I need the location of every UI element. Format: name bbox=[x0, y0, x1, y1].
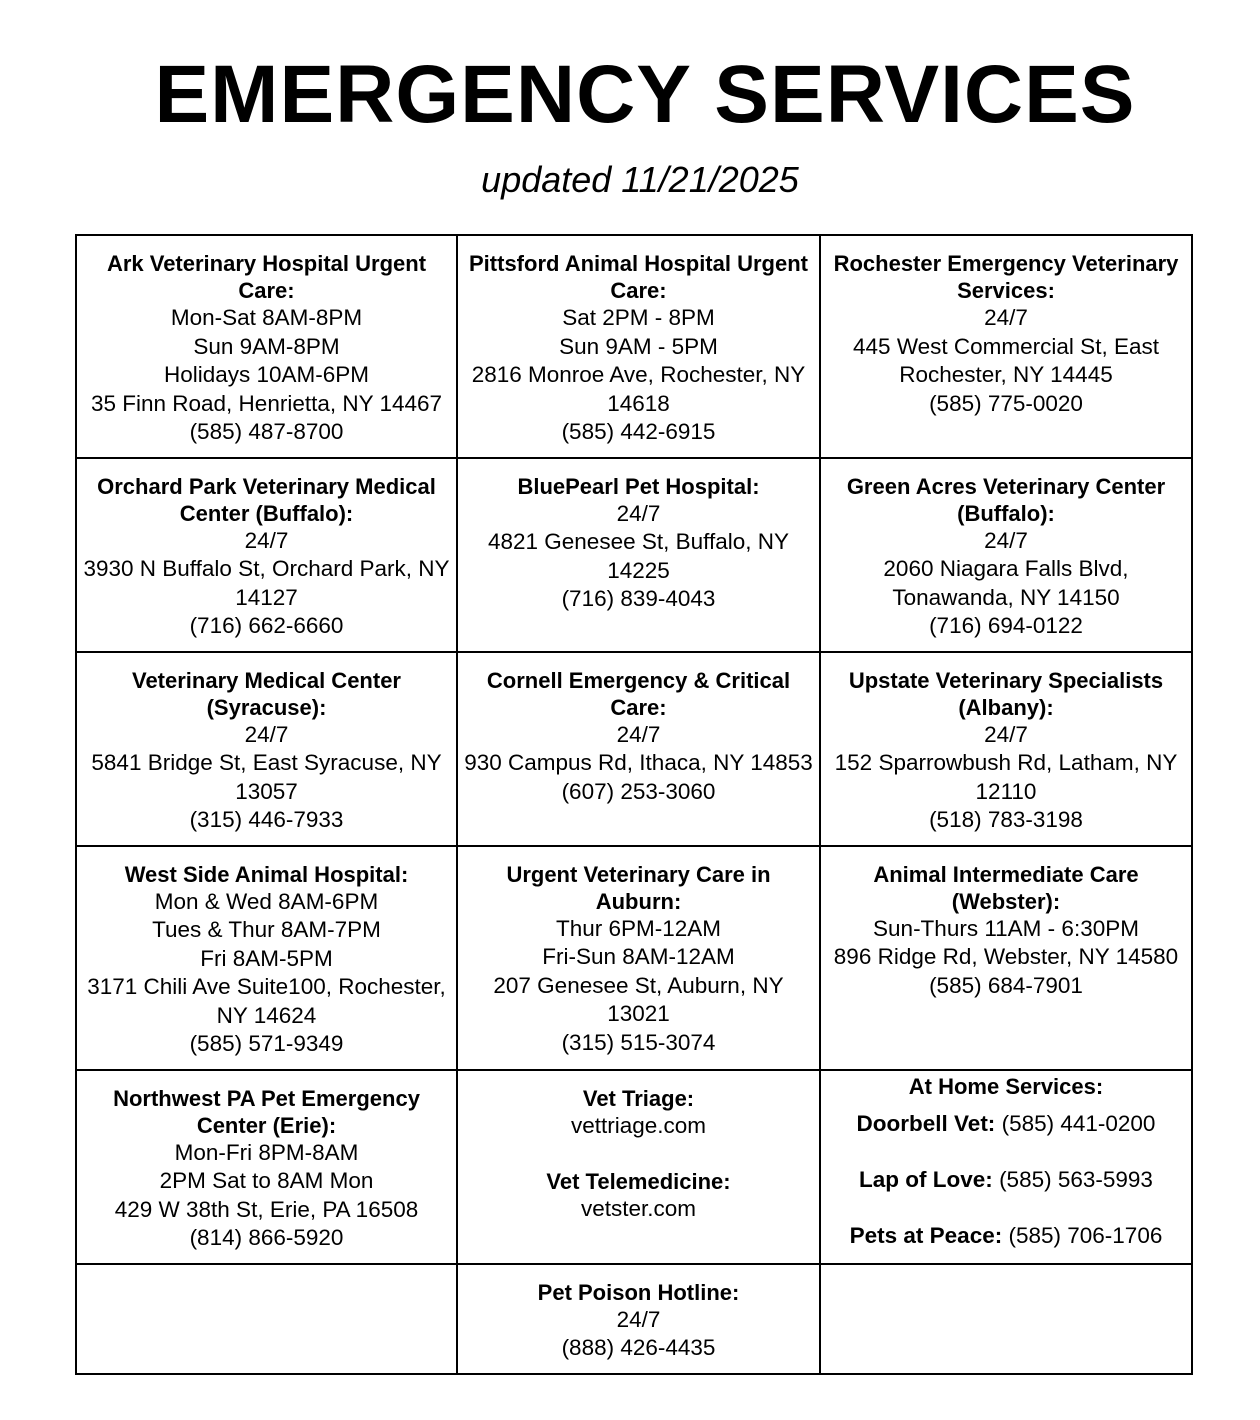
hours-line: Sun 9AM - 5PM bbox=[559, 333, 718, 359]
pets-at-peace-line bbox=[827, 1222, 1185, 1250]
hours-line: 24/7 bbox=[984, 721, 1028, 747]
hours-line: Sun 9AM-8PM bbox=[193, 333, 340, 359]
hours-line: 24/7 bbox=[616, 1306, 661, 1332]
address: 2816 Monroe Ave, Rochester, NY 14618 bbox=[471, 362, 806, 416]
at-home-services-cell bbox=[820, 1070, 1192, 1264]
page-title: EMERGENCY SERVICES bbox=[154, 49, 1136, 140]
orchard-park-cell bbox=[76, 458, 457, 652]
west-side-cell bbox=[76, 846, 457, 1070]
hours-line: Mon-Sat 8AM-8PM bbox=[170, 305, 363, 330]
lap-of-love-label: Lap of Love: bbox=[859, 1166, 993, 1192]
vet-triage-label: Vet Triage: bbox=[582, 1085, 695, 1111]
hours-line: Thur 6PM-12AM bbox=[555, 915, 722, 941]
table-row bbox=[76, 1070, 1192, 1264]
clinic-name: Upstate Veterinary Specialists (Albany): bbox=[848, 667, 1164, 720]
clinic-name: Veterinary Medical Center (Syracuse): bbox=[131, 667, 401, 720]
phone-number[interactable]: (585) 487-8700 bbox=[189, 419, 344, 444]
address: 35 Finn Road, Henrietta, NY 14467 bbox=[90, 390, 443, 416]
updated-date: updated 11/21/2025 bbox=[481, 159, 799, 200]
hours-line: Fri-Sun 8AM-12AM bbox=[542, 944, 735, 969]
hours-line: 24/7 bbox=[984, 305, 1028, 330]
phone-number[interactable]: (315) 446-7933 bbox=[189, 807, 344, 832]
pets-at-peace-phone[interactable]: (585) 706-1706 bbox=[1008, 1222, 1163, 1248]
phone-number[interactable]: (518) 783-3198 bbox=[929, 807, 1083, 832]
phone-number[interactable]: (585) 571-9349 bbox=[189, 1031, 344, 1056]
address: 4821 Genesee St, Buffalo, NY 14225 bbox=[487, 529, 790, 583]
hours-line: 24/7 bbox=[616, 500, 661, 526]
phone-number[interactable]: (585) 684-7901 bbox=[929, 972, 1083, 998]
clinic-name: Rochester Emergency Veterinary Services: bbox=[833, 251, 1179, 303]
address: 896 Ridge Rd, Webster, NY 14580 bbox=[833, 944, 1179, 969]
clinic-name: Ark Veterinary Hospital Urgent Care: bbox=[106, 251, 427, 303]
table-row bbox=[76, 235, 1192, 458]
address: 429 W 38th St, Erie, PA 16508 bbox=[114, 1196, 419, 1222]
doorbell-vet-phone[interactable]: (585) 441-0200 bbox=[1001, 1110, 1156, 1136]
address: 3171 Chili Ave Suite100, Rochester, NY 14624 bbox=[87, 974, 446, 1028]
address: 207 Genesee St, Auburn, NY 13021 bbox=[493, 972, 784, 1026]
empty-cell bbox=[76, 1264, 457, 1374]
clinic-name: Northwest PA Pet Emergency Center (Erie): bbox=[113, 1085, 420, 1138]
hours-line: Mon & Wed 8AM-6PM bbox=[154, 888, 379, 914]
clinic-name: Orchard Park Veterinary Medical Center (Buffalo): bbox=[97, 473, 436, 526]
vet-triage-link[interactable]: vettriage.com bbox=[570, 1112, 707, 1138]
hours-line: 24/7 bbox=[984, 527, 1028, 553]
vet-telemedicine-label: Vet Telemedicine: bbox=[546, 1169, 731, 1194]
ark-veterinary-cell bbox=[76, 235, 457, 458]
table-row bbox=[76, 458, 1192, 652]
lap-of-love-phone[interactable]: (585) 563-5993 bbox=[999, 1166, 1153, 1192]
hours-line: Fri 8AM-5PM bbox=[200, 945, 333, 971]
address: 930 Campus Rd, Ithaca, NY 14853 bbox=[464, 750, 813, 775]
hours-line: 24/7 bbox=[616, 721, 661, 747]
phone-number[interactable]: (585) 775-0020 bbox=[929, 390, 1083, 416]
vmc-syracuse-cell bbox=[76, 652, 457, 846]
hours-line: 24/7 bbox=[244, 527, 289, 553]
empty-cell bbox=[820, 1264, 1192, 1374]
address: 3930 N Buffalo St, Orchard Park, NY 14127 bbox=[83, 556, 450, 610]
bluepearl-cell bbox=[457, 458, 820, 652]
online-services-cell bbox=[457, 1070, 820, 1264]
phone-number[interactable]: (716) 662-6660 bbox=[189, 613, 344, 638]
address: 445 West Commercial St, East Rochester, NY 14445 bbox=[853, 333, 1159, 387]
phone-number[interactable]: (315) 515-3074 bbox=[561, 1029, 716, 1055]
emergency-services-table bbox=[75, 234, 1193, 1375]
phone-number[interactable]: (585) 442-6915 bbox=[561, 419, 716, 444]
clinic-name: Pittsford Animal Hospital Urgent Care: bbox=[469, 251, 808, 303]
spacer bbox=[464, 1140, 813, 1168]
clinic-name: BluePearl Pet Hospital: bbox=[517, 473, 760, 499]
address: 152 Sparrowbush Rd, Latham, NY 12110 bbox=[834, 750, 1178, 804]
rochester-emergency-cell bbox=[820, 235, 1192, 458]
green-acres-cell bbox=[820, 458, 1192, 652]
at-home-heading: At Home Services: bbox=[908, 1073, 1104, 1099]
clinic-name: Urgent Veterinary Care in Auburn: bbox=[506, 861, 771, 914]
hours-line: 2PM Sat to 8AM Mon bbox=[159, 1168, 374, 1193]
northwest-pa-cell bbox=[76, 1070, 457, 1264]
hours-line: Holidays 10AM-6PM bbox=[163, 362, 370, 387]
phone-number[interactable]: (716) 839-4043 bbox=[561, 586, 716, 611]
hours-line: Sun-Thurs 11AM - 6:30PM bbox=[873, 915, 1139, 941]
address: 2060 Niagara Falls Blvd, Tonawanda, NY 14150 bbox=[883, 556, 1129, 610]
vet-telemedicine-link[interactable]: vetster.com bbox=[580, 1196, 697, 1221]
clinic-name: Green Acres Veterinary Center (Buffalo): bbox=[846, 473, 1166, 526]
phone-number[interactable]: (607) 253-3060 bbox=[561, 778, 716, 804]
pittsford-animal-cell bbox=[457, 235, 820, 458]
phone-number[interactable]: (716) 694-0122 bbox=[929, 613, 1083, 638]
pet-poison-cell bbox=[457, 1264, 820, 1374]
animal-intermediate-cell bbox=[820, 846, 1192, 1070]
clinic-name: West Side Animal Hospital: bbox=[124, 861, 409, 887]
clinic-name: Cornell Emergency & Critical Care: bbox=[486, 667, 791, 720]
hours-line: 24/7 bbox=[244, 721, 289, 747]
table-row bbox=[76, 846, 1192, 1070]
doorbell-vet-line bbox=[827, 1110, 1185, 1138]
hours-line: Sat 2PM - 8PM bbox=[562, 305, 715, 330]
phone-number[interactable]: (888) 426-4435 bbox=[561, 1335, 716, 1360]
pets-at-peace-label: Pets at Peace: bbox=[849, 1222, 1003, 1248]
cornell-emergency-cell bbox=[457, 652, 820, 846]
clinic-name: Pet Poison Hotline: bbox=[537, 1279, 740, 1305]
phone-number[interactable]: (814) 866-5920 bbox=[189, 1225, 344, 1250]
hours-line: Tues & Thur 8AM-7PM bbox=[152, 917, 381, 942]
table-row bbox=[76, 652, 1192, 846]
address: 5841 Bridge St, East Syracuse, NY 13057 bbox=[91, 750, 442, 804]
table-row bbox=[76, 1264, 1192, 1374]
lap-of-love-line bbox=[827, 1166, 1185, 1194]
upstate-veterinary-cell bbox=[820, 652, 1192, 846]
clinic-name: Animal Intermediate Care (Webster): bbox=[873, 861, 1139, 914]
doorbell-vet-label: Doorbell Vet: bbox=[856, 1110, 996, 1136]
hours-line: Mon-Fri 8PM-8AM bbox=[174, 1139, 359, 1165]
auburn-urgent-cell bbox=[457, 846, 820, 1070]
